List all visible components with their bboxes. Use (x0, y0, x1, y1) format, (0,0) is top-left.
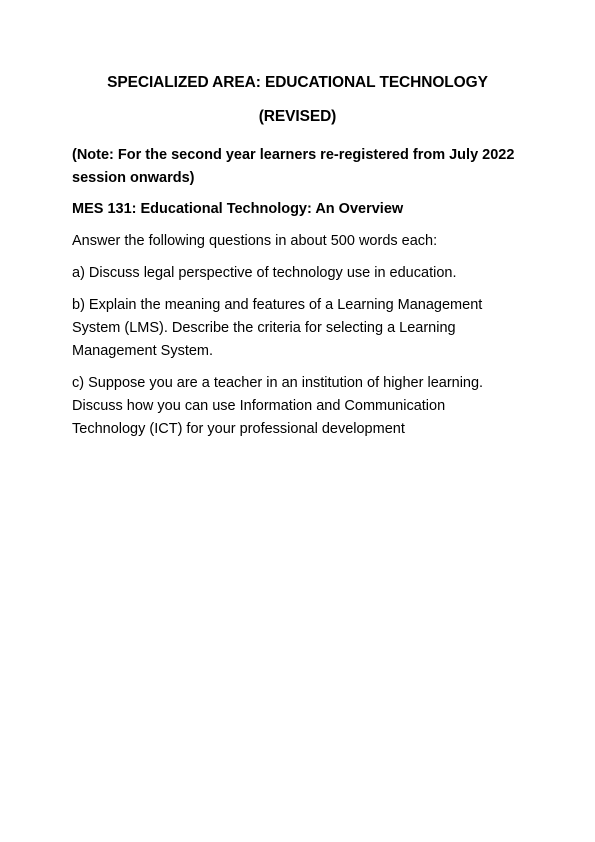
instruction-text: Answer the following questions in about 500 words each: (72, 233, 438, 249)
page-subheading: (REVISED) (258, 108, 337, 125)
question-c: c) Suppose you are a teacher in an institution of higher learning. Discuss how you can use Information and Communication Technology (ICT) for your professional development (72, 375, 484, 437)
question-b: b) Explain the meaning and features of a Learning Management System (LMS). Describe the criteria for selecting a Learning Management System. (72, 297, 483, 359)
question-a: a) Discuss legal perspective of technology use in education. (72, 265, 457, 281)
course-title: MES 131: Educational Technology: An Overview (72, 201, 404, 217)
page-heading: SPECIALIZED AREA: EDUCATIONAL TECHNOLOGY (107, 74, 488, 91)
note-text: (Note: For the second year learners re-registered from July 2022 session onwards) (72, 147, 515, 186)
